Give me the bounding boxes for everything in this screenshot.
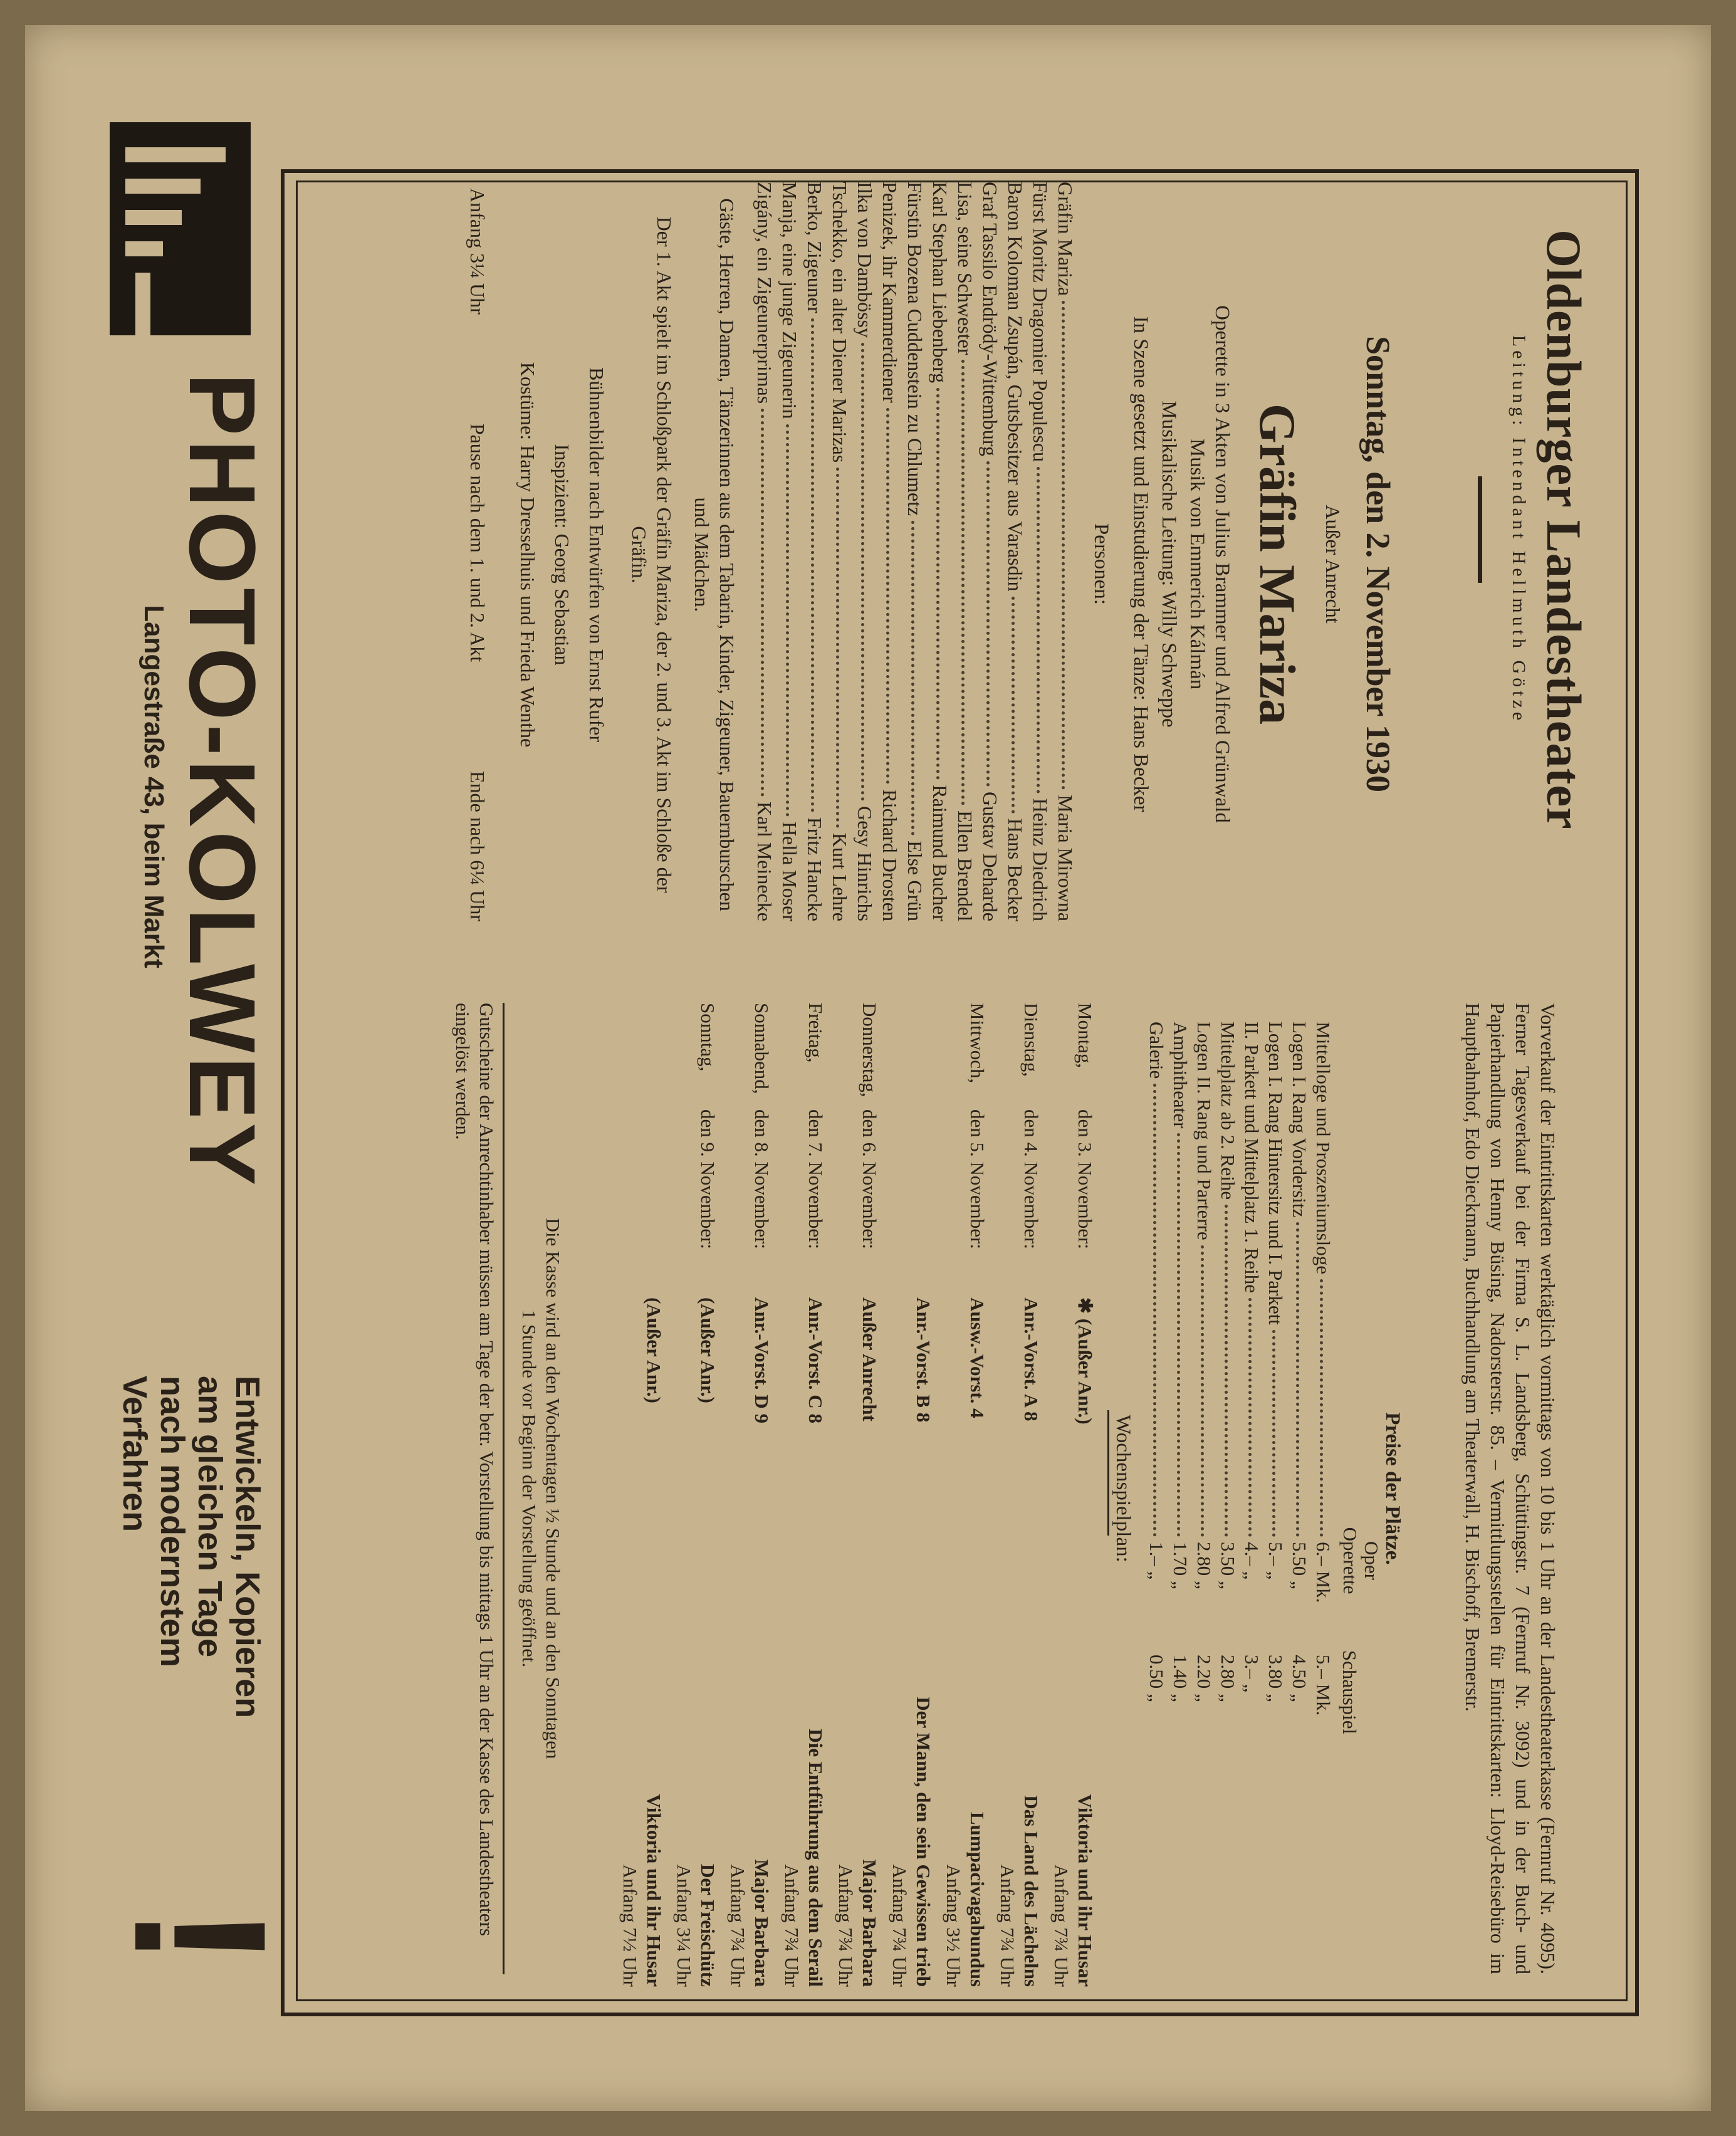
price-head-oper (1339, 1498, 1382, 1623)
performance-title: Gräfin Mariza (1249, 403, 1306, 725)
schedule-entry (887, 1003, 935, 1999)
schedule-subscription: Außer Anrecht (859, 1297, 881, 1421)
cast-role: Berko, Zigeuner (803, 182, 826, 313)
schedule-title: Wochenspielplan: (1112, 1415, 1134, 1563)
cast-actor: Karl Meinecke (753, 801, 776, 921)
cast-actor: Maria Mirowna (1054, 795, 1077, 921)
cast-role: Baron Koloman Zsupán, Gutsbesitzer aus Varasdin (1004, 182, 1027, 592)
schedule-day: Mittwoch, (966, 1003, 988, 1084)
kasse-note-2: 1 Stunde vor Beginn der Vorstellung geöffnet. (518, 1309, 540, 1668)
cast-role: Penizek, ihr Kammerdiener (879, 182, 901, 403)
ad-address: Langestraße 43, beim Markt (139, 605, 169, 968)
persons-label: Personen: (1090, 523, 1112, 605)
cast-row (802, 182, 827, 921)
schedule-play-title: Lumpacivagabundus (966, 1811, 988, 1987)
schedule-entry (1049, 1003, 1097, 1999)
price-oper: 3.50 „ (1217, 1542, 1239, 1589)
head-operette: Operette (1339, 1527, 1361, 1594)
cast-actor: Hella Moser (778, 821, 801, 921)
price-row (1240, 1022, 1263, 1774)
schedule-play-title: Der Mann, den sein Gewissen trieb (912, 1697, 934, 1987)
cast-list (752, 182, 1078, 921)
schedule-date: den 4. November: (1020, 1109, 1042, 1249)
cast-row (752, 182, 777, 921)
price-dots (1201, 1245, 1204, 1537)
performance-authors: Operette in 3 Akten von Julius Brammer und Alfred Grünwald (1211, 305, 1233, 823)
theater-title: Oldenburger Landestheater (1537, 229, 1591, 830)
cast-row (1053, 182, 1078, 921)
cast-row (877, 182, 902, 921)
cast-role: Zigány, ein Zigeunerprimas (753, 182, 776, 404)
cast-role: Graf Tassilo Endrödy-Wittemburg (979, 182, 1001, 456)
schedule-date: den 9. November: (697, 1109, 719, 1249)
schedule-rule (1107, 1410, 1109, 1536)
gutscheine-note: Gutscheine der Anrechtinhaber müssen am Tage der betr. Vorstellung bis mittags 1 Uhr an der Kasse des Landestheaters eingelöst werden. (452, 1003, 498, 1936)
schedule-subscription: ✱ (Außer Anr.) (1074, 1297, 1096, 1425)
schedule-play-time: Anfang 7¾ Uhr (835, 1864, 857, 1987)
cast-actor: Kurt Lehre (829, 832, 851, 921)
schedule-entry (834, 1003, 881, 1999)
schedule-play-time: Anfang 3½ Uhr (943, 1864, 965, 1987)
schedule-subscription: Anr.-Vorst. A 8 (1020, 1297, 1042, 1421)
cast-row (1003, 182, 1028, 921)
cast-row (902, 182, 928, 921)
price-oper: 2.80 „ (1193, 1542, 1215, 1589)
notes-rule (503, 1003, 505, 1974)
stage-direction: In Szene gesetzt und Einstudierung der Tänze: Hans Becker (1129, 316, 1152, 812)
schedule-play (672, 1523, 719, 1987)
price-schauspiel: 5.– Mk. (1312, 1655, 1334, 1716)
schedule-date: den 3. November: (1074, 1109, 1096, 1249)
schedule-play (780, 1523, 827, 1987)
director-line: Leitung: Intendant Hellmuth Götze (1509, 335, 1529, 725)
head-oper: Oper (1361, 1541, 1383, 1580)
schedule-list (612, 1003, 1097, 1999)
schedule-date: den 7. November: (805, 1109, 827, 1249)
schedule-entry (726, 1003, 773, 1999)
price-seat: Galerie (1146, 1022, 1168, 1079)
cast-dots (1012, 597, 1015, 814)
price-seat: Logen I. Rang Vordersitz (1289, 1022, 1310, 1218)
schedule-play (834, 1523, 881, 1987)
cast-dots (911, 521, 914, 835)
price-oper: 1.– „ (1146, 1542, 1168, 1580)
price-seat: Mittelloge und Proszeniumsloge (1312, 1022, 1334, 1274)
cast-role: Fürst Moritz Dragomier Populescu (1029, 182, 1052, 463)
cast-role: Gräfin Mariza (1054, 182, 1077, 296)
advertisement (81, 122, 306, 2009)
guests-note: Gäste, Herren, Damen, Tänzerinnen aus dem Tabarin, Kinder, Zigeuner, Bauernburschen und Mädchen. (691, 198, 738, 911)
cast-actor: Else Grün (904, 840, 926, 921)
schedule-day: Sonnabend, (751, 1003, 773, 1094)
cast-dots (1037, 467, 1040, 793)
ad-slogan-1: Entwickeln, Kopieren (229, 1376, 266, 1719)
start-time: Anfang 3¼ Uhr (466, 188, 489, 315)
ad-exclamation: ! (95, 1905, 306, 1968)
performance-music: Musik von Emmerich Kálmán (1186, 438, 1208, 690)
sales-info: Vorverkauf der Eintrittskarten werktäglich vormittags von 10 bis 1 Uhr an der Landestheaterkasse (Fernruf Nr. 4095). Ferner Tagesverkauf bei der Firma S. L. Landsberg, Schüttingstr. 7 (Fernruf Nr. 3092) und in der Buch- und Papierhandlung von Henny Büsing, Nadorsterstr. 85. – Vermittlungsstellen für Eintrittskarten: Lloyd-Reisebüro im Hauptbahnhof, Edo Dieckmann, Buchhandlung am Theaterwall, H. Bischoff, Bremerstr. (1461, 1003, 1559, 1974)
schedule-entry (618, 1003, 666, 1999)
pause-note: Pause nach dem 1. und 2. Akt (466, 423, 489, 662)
schedule-play-time: Anfang 7½ Uhr (619, 1864, 641, 1987)
schedule-date: den 6. November: (859, 1109, 881, 1249)
kolwey-logo-icon (107, 122, 251, 348)
schedule-date: den 8. November: (751, 1109, 773, 1249)
schedule-day: Dienstag, (1020, 1003, 1042, 1077)
price-dots (1248, 1298, 1252, 1537)
end-time: Ende nach 6¼ Uhr (466, 771, 489, 921)
price-seat: Logen I. Rang Hintersitz und I. Parkett (1265, 1022, 1287, 1325)
schedule-play-time: Anfang 7¾ Uhr (1050, 1864, 1072, 1987)
cast-role: Ilka von Dambössy (854, 182, 876, 338)
cast-actor: Ellen Brendel (954, 810, 976, 921)
schedule-day: Montag, (1074, 1003, 1096, 1069)
ad-slogan-2: am gleichen Tage (191, 1376, 229, 1658)
cast-role: Manja, eine junge Zigeunerin (778, 182, 801, 419)
cast-actor: Hans Becker (1004, 818, 1027, 921)
cast-dots (861, 343, 864, 801)
schedule-day: Freitag, (805, 1003, 827, 1063)
schedule-play-time: Anfang 7¾ Uhr (889, 1864, 911, 1987)
price-dots (1296, 1222, 1299, 1537)
schedule-entry (672, 1003, 719, 1999)
schedule-entry (941, 1003, 989, 1999)
cast-dots (811, 318, 814, 812)
price-seat: Logen II. Rang und Parterre (1193, 1022, 1215, 1240)
price-row (1168, 1022, 1192, 1774)
price-row (1192, 1022, 1216, 1774)
cast-row (928, 182, 953, 921)
schedule-play-time: Anfang 7¾ Uhr (781, 1864, 803, 1987)
price-row (1311, 1022, 1335, 1774)
schedule-play-title: Viktoria und ihr Husar (643, 1794, 665, 1987)
schedule-subscription: Anr.-Vorst. B 8 (912, 1297, 934, 1423)
schedule-play-time: Anfang 7¾ Uhr (996, 1864, 1018, 1987)
schedule-entry (995, 1003, 1043, 1999)
schedule-play-time: Anfang 7¾ Uhr (727, 1864, 749, 1987)
price-head-schauspiel: Schauspiel (1339, 1650, 1361, 1735)
schedule-day: Donnerstag, (859, 1003, 881, 1097)
schedule-date (887, 1109, 935, 1297)
cast-role: Tschekko, ein alter Diener Marizas (829, 182, 851, 463)
cast-actor: Heinz Diedrich (1029, 798, 1052, 921)
price-oper: 5.– „ (1265, 1542, 1287, 1580)
cast-actor: Fritz Hancke (803, 817, 826, 921)
schedule-play (887, 1523, 935, 1987)
cast-row (852, 182, 877, 921)
schedule-subscription: (Außer Anr.) (643, 1297, 665, 1403)
cast-actor: Gustav Deharde (979, 791, 1001, 921)
ad-slogan (116, 1376, 266, 1877)
inspizient: Inspizient: Georg Sebastian (551, 444, 573, 666)
price-oper: 5.50 „ (1289, 1542, 1310, 1589)
price-dots (1320, 1279, 1323, 1537)
schedule-play-time: Anfang 3¼ Uhr (673, 1864, 695, 1987)
performance-date: Sonntag, den 2. November 1930 (1359, 335, 1397, 793)
schedule-play (1049, 1523, 1097, 1987)
price-schauspiel: 4.50 „ (1289, 1655, 1310, 1702)
schedule-subscription: (Außer Anr.) (697, 1297, 719, 1403)
cast-actor: Richard Drosten (879, 789, 901, 921)
schedule-play-title: Major Barbara (751, 1859, 773, 1987)
price-dots (1153, 1084, 1156, 1537)
cast-actor: Gesy Hinrichs (854, 806, 876, 921)
cast-row (827, 182, 852, 921)
schedule-entry (780, 1003, 827, 1999)
cast-row (1028, 182, 1053, 921)
ad-brand: PHOTO-KOLWEY (170, 373, 275, 1190)
cast-dots (1062, 301, 1065, 790)
price-dots (1177, 1133, 1180, 1537)
kasse-note-1: Die Kasse wird an den Wochentagen ½ Stunde und an den Sonntagen (542, 1218, 564, 1759)
schedule-play-title: Viktoria und ihr Husar (1074, 1794, 1096, 1987)
time-line (466, 188, 489, 921)
cast-role: Lisa, seine Schwester (954, 182, 976, 355)
cast-role: Karl Stephan Liebenberg (929, 182, 951, 384)
title-rule (1478, 476, 1482, 583)
costumes: Kostüme: Harry Dresselhuis und Frieda Wenthe (516, 362, 539, 748)
price-schauspiel: 3.– „ (1241, 1655, 1263, 1693)
schedule-play-title: Das Land des Lächelns (1020, 1795, 1042, 1987)
price-table (1144, 1022, 1335, 1774)
cast-dots (886, 408, 889, 785)
price-seat: Amphitheater (1169, 1022, 1191, 1129)
cast-row (953, 182, 978, 921)
cast-dots (786, 424, 789, 817)
schedule-day: Sonntag, (697, 1003, 719, 1072)
price-seat: Mittelplatz ab 2. Reihe (1217, 1022, 1239, 1200)
schedule-subscription: Anr.-Vorst. D 9 (751, 1297, 773, 1423)
prices-title: Preise der Plätze. (1381, 1412, 1404, 1565)
schedule-play (618, 1523, 666, 1987)
schedule-play-title: Die Entführung aus dem Serail (805, 1729, 827, 1987)
schedule-play-title: Major Barbara (859, 1859, 881, 1987)
cast-dots (986, 461, 990, 787)
schedule-date (618, 1109, 666, 1297)
price-schauspiel: 1.40 „ (1169, 1655, 1191, 1702)
schedule-play-title: Der Freischütz (697, 1864, 719, 1987)
price-oper: 1.70 „ (1169, 1542, 1191, 1589)
price-row (1287, 1022, 1311, 1774)
schedule-subscription: Anr.-Vorst. C 8 (805, 1297, 827, 1423)
cast-dots (936, 388, 939, 780)
performance-subscription: Außer Anrecht (1322, 505, 1344, 624)
price-schauspiel: 2.80 „ (1217, 1655, 1239, 1702)
cast-dots (961, 360, 965, 805)
schedule-play (726, 1523, 773, 1987)
schedule-date: den 5. November: (966, 1109, 988, 1249)
cast-dots (761, 409, 764, 797)
acts-note: Der 1. Akt spielt im Schloßpark der Gräfin Mariza, der 2. und 3. Akt im Schloße der Gräfin. (628, 216, 676, 893)
ad-slogan-4: Verfahren (116, 1376, 154, 1532)
price-oper: 4.– „ (1241, 1542, 1263, 1580)
price-row (1216, 1022, 1240, 1774)
schedule-play (995, 1523, 1043, 1987)
schedule-day (887, 1003, 935, 1109)
price-oper: 6.– Mk. (1312, 1542, 1334, 1603)
schedule-play (941, 1523, 989, 1987)
schedule-subscription: Ausw.-Vorst. 4 (966, 1297, 988, 1418)
price-dots (1225, 1205, 1228, 1537)
price-schauspiel: 0.50 „ (1146, 1655, 1168, 1702)
price-row (1144, 1022, 1168, 1774)
stage-design: Bühnenbilder nach Entwürfen von Ernst Rufer (585, 367, 608, 743)
price-schauspiel: 3.80 „ (1265, 1655, 1287, 1702)
price-seat: II. Parkett und Mittelplatz 1. Reihe (1241, 1022, 1263, 1294)
schedule-day (618, 1003, 666, 1109)
cast-actor: Raimund Bucher (929, 785, 951, 921)
price-schauspiel: 2.20 „ (1193, 1655, 1215, 1702)
cast-dots (836, 468, 839, 828)
cast-row (978, 182, 1003, 921)
ad-slogan-3: nach modernstem (154, 1376, 191, 1668)
price-row (1263, 1022, 1287, 1774)
cast-row (777, 182, 802, 921)
cast-role: Fürstin Bozena Cuddenstein zu Chlumetz (904, 182, 926, 516)
price-dots (1272, 1330, 1275, 1537)
musical-direction: Musikalische Leitung: Willy Schweppe (1158, 401, 1180, 728)
